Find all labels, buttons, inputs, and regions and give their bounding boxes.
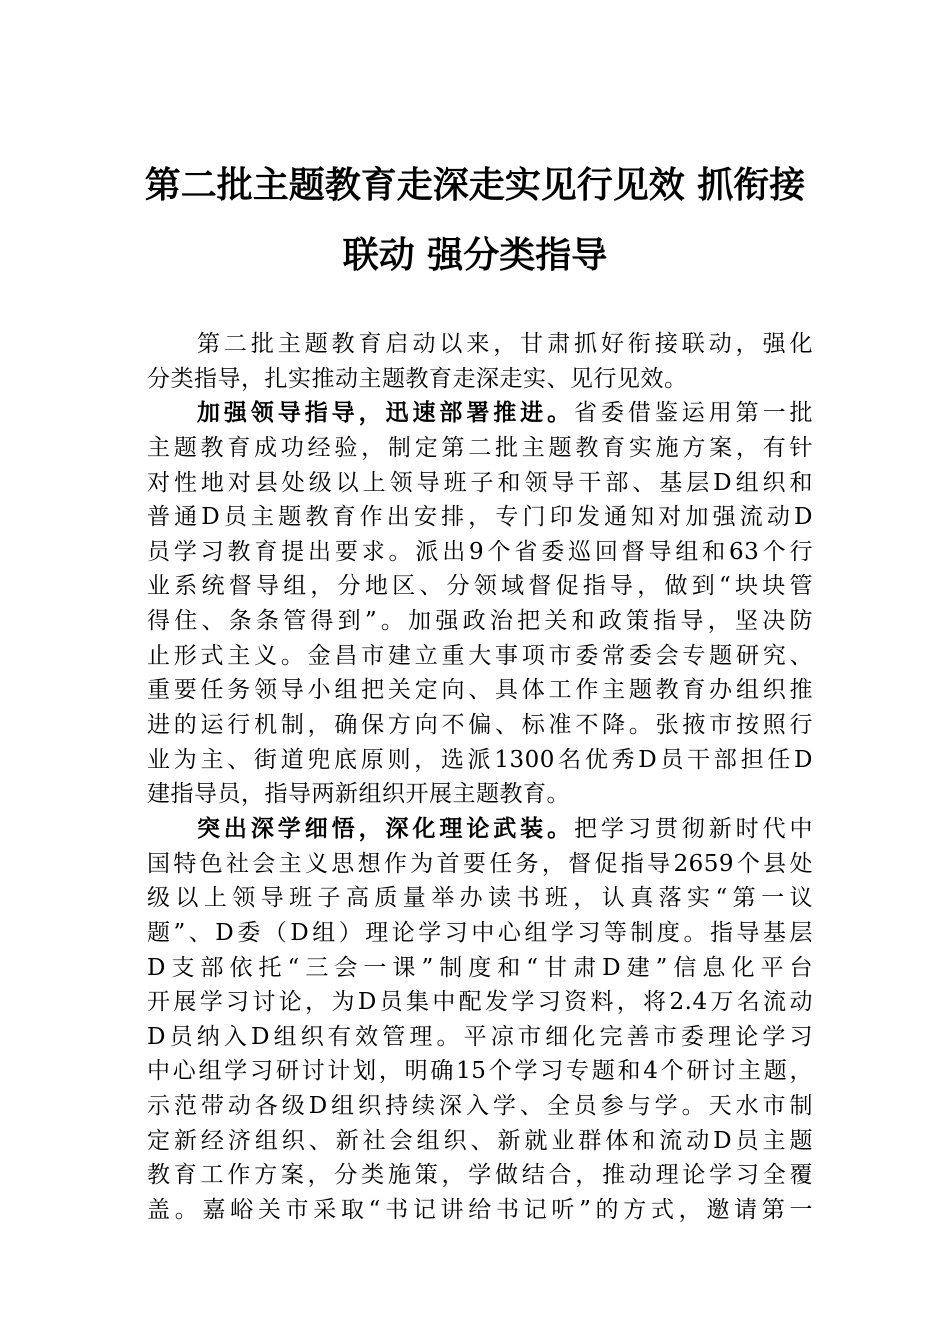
body-line: 进的运行机制，确保方向不偏、标准不降。张掖市按照行 [147, 712, 813, 739]
paragraph-intro [147, 327, 813, 396]
body-line: 第二批主题教育启动以来，甘肃抓好衔接联动，强化 [197, 331, 813, 357]
document-title-line-2: 联动 强分类指导 [342, 234, 608, 276]
paragraph-lead-heading: 突出深学细悟，深化理论武装。 [197, 815, 575, 842]
body-line: 建指导员，指导两新组织开展主题教育。 [147, 781, 570, 808]
body-line: 中心组学习研讨计划，明确15个学习专题和4个研讨主题， [147, 1058, 813, 1085]
body-line-text: 把学习贯彻新时代中 [574, 815, 814, 842]
body-line: 止形式主义。金昌市建立重大事项市委常委会专题研究、 [147, 642, 813, 669]
body-line: 业为主、街道兜底原则，选派1300名优秀D员干部担任D [147, 746, 813, 773]
paragraph-lead-heading: 加强领导指导，迅速部署推进。 [197, 400, 575, 427]
body-line: D支部依托“三会一课”制度和“甘肃D建”信息化平台 [147, 954, 813, 981]
body-line: 定新经济组织、新社会组织、新就业群体和流动D员主题 [147, 1127, 813, 1154]
body-line: 盖。嘉峪关市采取“书记讲给书记听”的方式，邀请第一 [147, 1197, 813, 1224]
body-line: 分类指导，扎实推动主题教育走深走实、见行见效。 [147, 365, 688, 392]
body-line: 普通D员主题教育作出安排，专门印发通知对加强流动D [147, 504, 813, 531]
document-title-line-1: 第二批主题教育走深走实见行见效 抓衔接 [144, 164, 806, 206]
body-line: 题”、D委（D组）理论学习中心组学习等制度。指导基层 [147, 919, 813, 946]
body-line: D员纳入D组织有效管理。平凉市细化完善市委理论学习 [147, 1023, 813, 1050]
document-body [147, 327, 813, 1228]
body-line-with-lead [147, 812, 813, 847]
body-line: 员学习教育提出要求。派出9个省委巡回督导组和63个行 [147, 538, 813, 565]
body-line-with-lead [147, 396, 813, 431]
body-line: 业系统督导组，分地区、分领域督促指导，做到“块块管 [147, 573, 813, 600]
body-line-text: 省委借鉴运用第一批 [574, 400, 814, 427]
body-line: 重要任务领导小组把关定向、具体工作主题教育办组织推 [147, 677, 813, 704]
body-line: 示范带动各级D组织持续深入学、全员参与学。天水市制 [147, 1093, 813, 1120]
body-line: 对性地对县处级以上领导班子和领导干部、基层D组织和 [147, 469, 813, 496]
body-line: 教育工作方案，分类施策，学做结合，推动理论学习全覆 [147, 1162, 813, 1189]
body-line: 国特色社会主义思想作为首要任务，督促指导2659个县处 [147, 850, 813, 877]
body-line: 主题教育成功经验，制定第二批主题教育实施方案，有针 [147, 434, 813, 461]
body-line: 级以上领导班子高质量举办读书班，认真落实“第一议 [147, 885, 813, 912]
paragraph-theory-study [147, 812, 813, 1228]
paragraph-leadership [147, 396, 813, 812]
body-line: 开展学习讨论，为D员集中配发学习资料，将2.4万名流动 [147, 989, 813, 1016]
body-line: 得住、条条管得到”。加强政治把关和政策指导，坚决防 [147, 608, 813, 635]
